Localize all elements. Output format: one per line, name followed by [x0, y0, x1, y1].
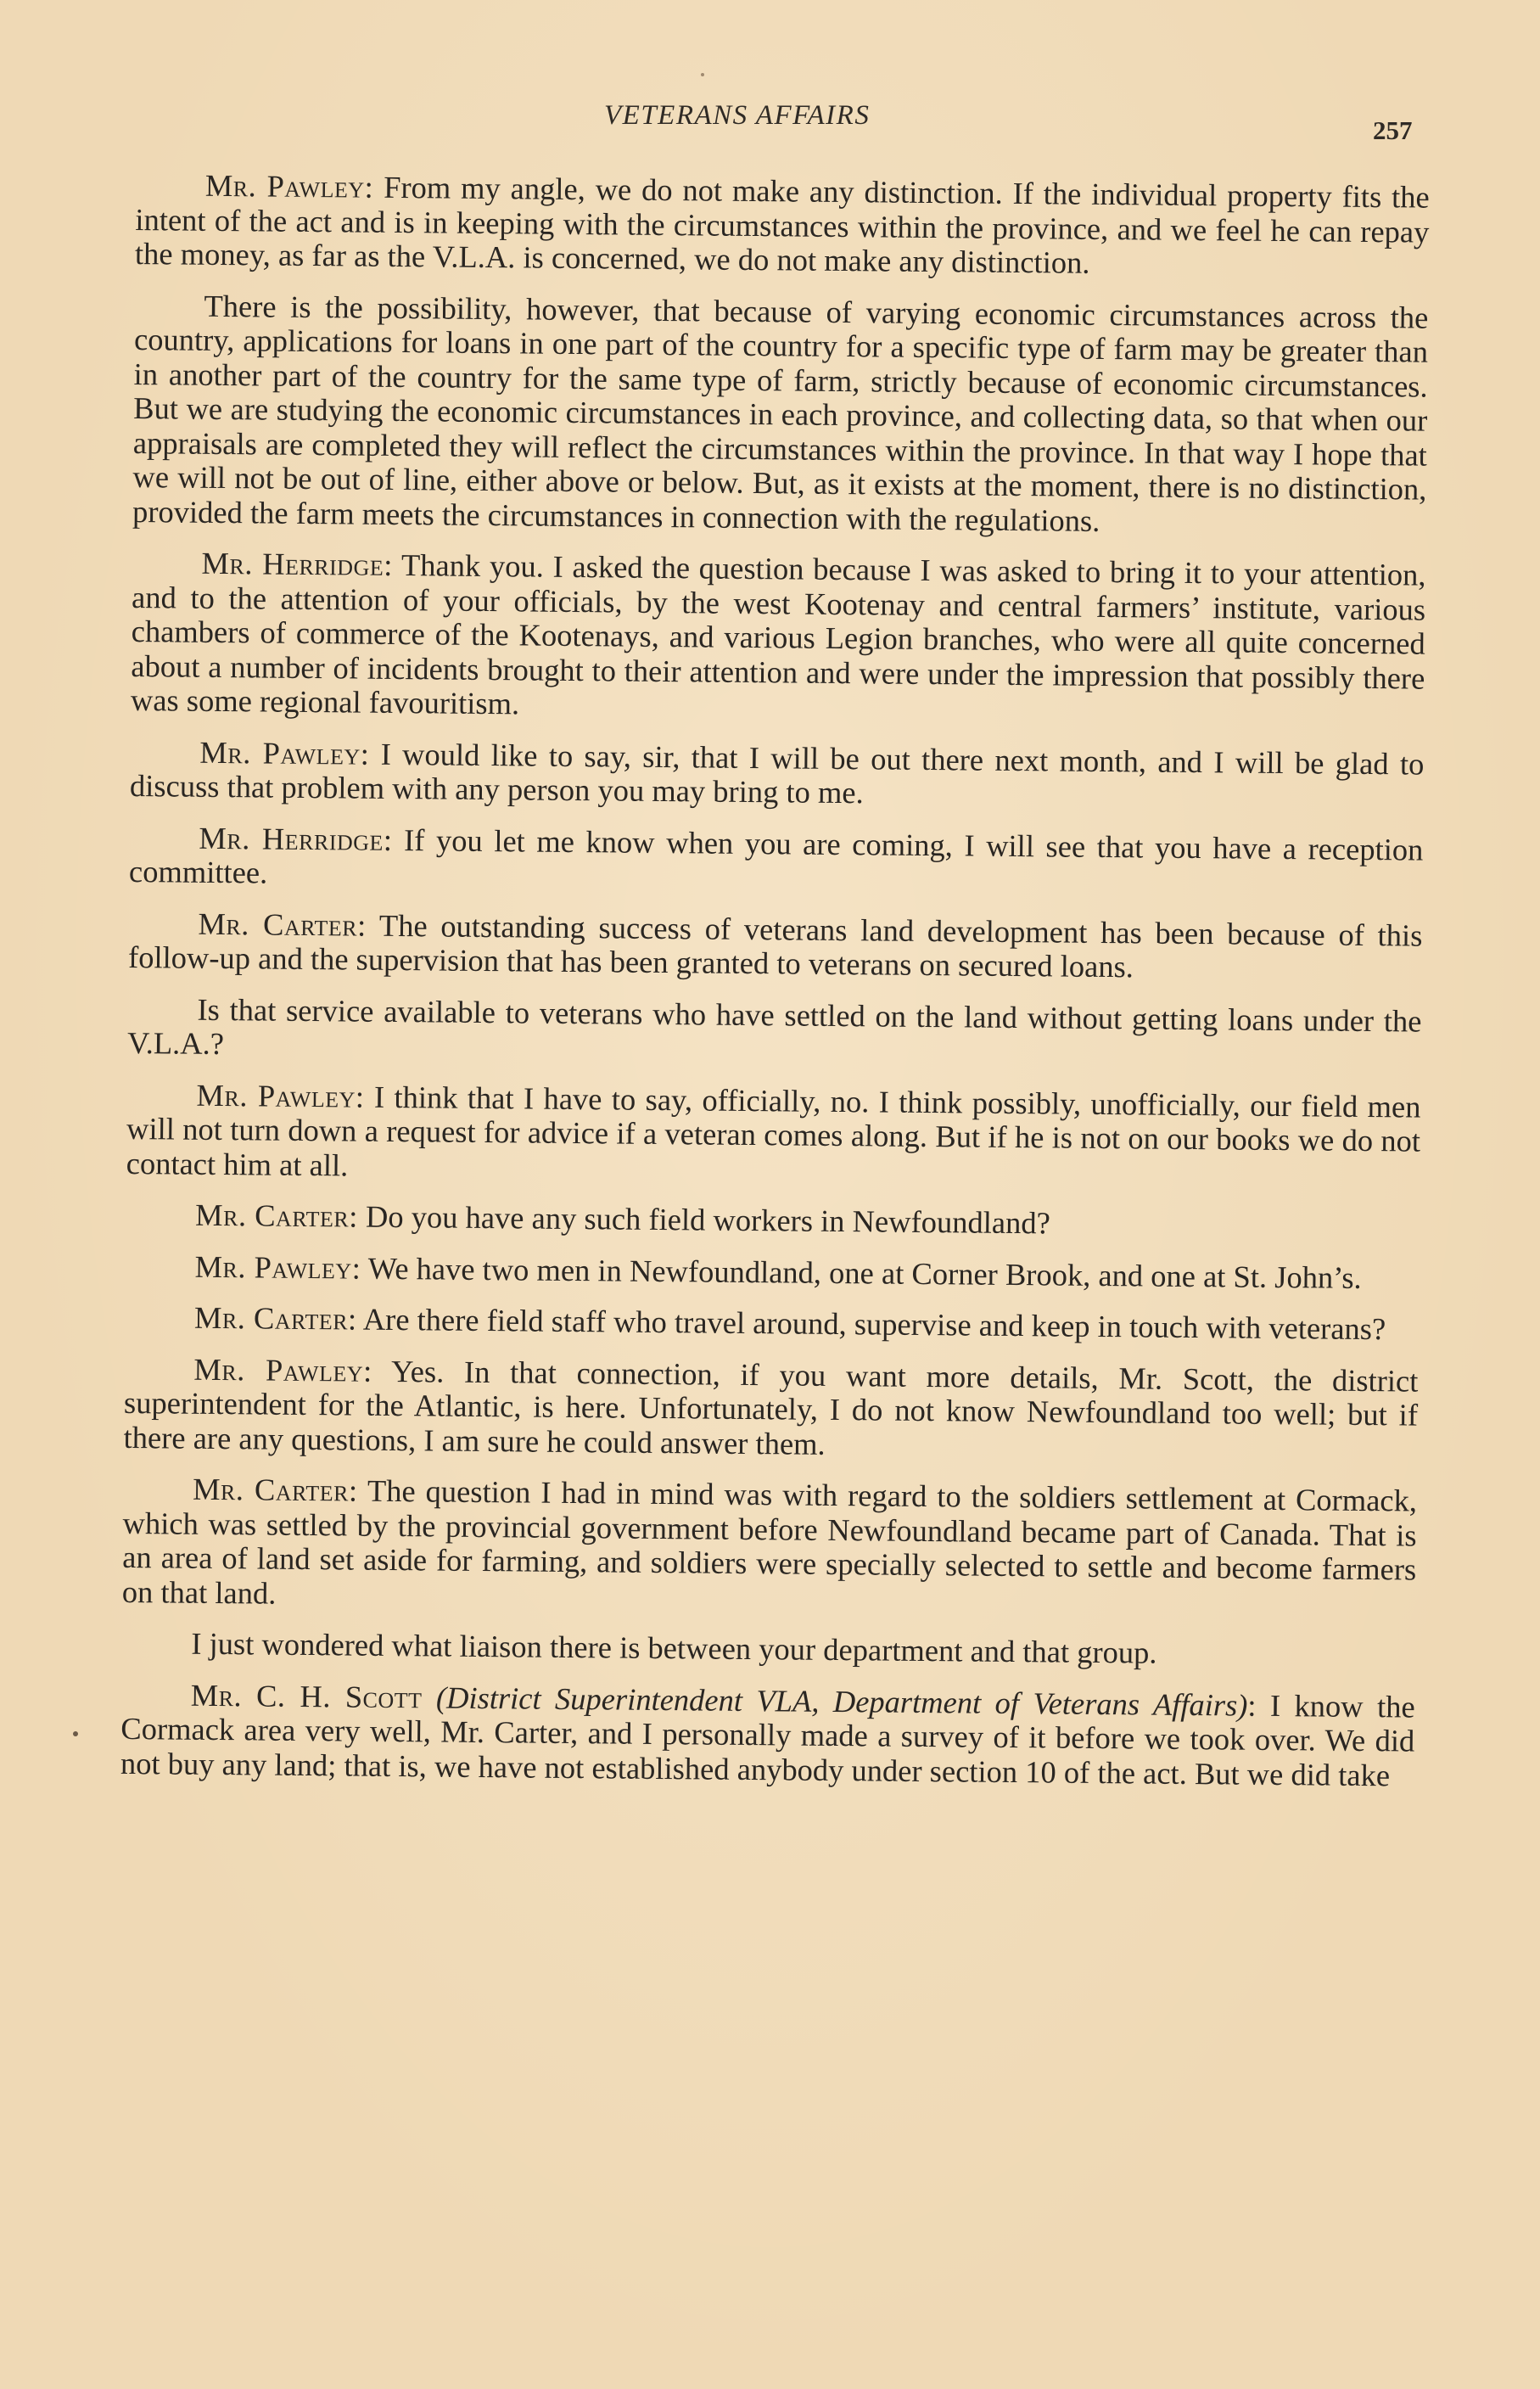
speaker-name: Mr. Herridge: [199, 820, 393, 857]
paragraph-herridge-2 [129, 820, 1424, 901]
paragraph-text: The outstanding success of veterans land development has been because of this follow-up and the supervision that has been granted to veterans on secured loans. [127, 907, 1423, 984]
paragraph-carter-continued-2 [121, 1626, 1415, 1673]
speaker-name: Mr. Carter: [194, 1197, 359, 1234]
speaker-name: Mr. Carter: [192, 1471, 358, 1508]
paragraph-text: From my angle, we do not make any distinction. If the individual property fits the intent of the act and is in keeping with the circumstances within the province, and we feel he can repay the money, as far as the V.L.A. is concerned, we do not make any distinction. [134, 169, 1430, 280]
speaker-name: Mr. C. H. Scott [190, 1677, 423, 1714]
paragraph-text: Yes. In that connection, if you want more details, Mr. Scott, the district superintendent for the Atlantic, is here. Unfortunately, I do not know Newfoundland too well; but if there are any questions, I am sure he could answer them. [123, 1353, 1419, 1461]
paragraph-text: If you let me know when you are coming, I will see that you have a reception committee. [128, 822, 1424, 890]
speaker-name: Mr. Pawley: [196, 1077, 365, 1114]
paragraph-scott-1 [120, 1677, 1415, 1792]
paragraph-pawley-continued [132, 288, 1429, 541]
speaker-name: Mr. Carter: [198, 906, 367, 943]
speaker-name: Mr. Pawley: [199, 734, 370, 771]
paragraph-text: Do you have any such field workers in Newfoundland? [357, 1198, 1050, 1241]
margin-dot [73, 1731, 78, 1736]
paragraph-carter-2 [126, 1197, 1420, 1244]
paragraph-carter-4 [122, 1472, 1417, 1622]
paragraph-text: I would like to say, sir, that I will be out there next month, and I will be glad to discuss that problem with any person you may bring to me. [129, 736, 1425, 810]
paragraph-text: We have two men in Newfoundland, one at Corner Brook, and one at St. John’s. [361, 1250, 1362, 1295]
paragraph-text: I think that I have to say, officially, no. I think possibly, unofficially, our field men will not turn down a request for advice if a veteran comes along. But if he is not on our books we do not contact him at all. [126, 1079, 1421, 1182]
speaker-name: Mr. Pawley: [194, 1248, 361, 1286]
paragraph-text: Are there field staff who travel around, supervise and keep in touch with veterans? [356, 1301, 1386, 1347]
speaker-name: Mr. Pawley: [204, 167, 374, 205]
paragraph-text: There is the possibility, however, that because of varying economic circumstances across the country, applications for loans in one part of the country for a specific type of farm may be greater than in another part of the country for the same type of farm, strictly because of economic circumstances. But we are studying the economic circumstances in each province, and collecting data, so that when our appraisals are completed they will reflect the circumstances within the province. In that way I hope that we will not be out of line, either above or below. But, as it exists at the moment, there is no distinction, provided the farm meets the circumstances in connection with the regulations. [132, 288, 1429, 538]
paragraph-pawley-1 [135, 168, 1430, 283]
paragraph-pawley-5 [123, 1351, 1418, 1466]
speaker-name: Mr. Carter: [193, 1299, 357, 1337]
paper-speck [701, 73, 704, 76]
paragraph-text: Is that service available to veterans who have settled on the land without getting loans under the V.L.A.? [126, 991, 1422, 1062]
paragraph-herridge-1 [131, 546, 1426, 730]
page-number: 257 [1373, 115, 1413, 145]
paragraph-pawley-4 [125, 1248, 1419, 1295]
paragraph-text: Thank you. I asked the question because I was asked to bring it to your attention, and to the attention of your officials, by the west Kootenay and central farmers’ institute, various chambers of commerce of the Kootenays, and various Legion branches, who were all quite concerned about a number of incidents brought to their attention and were under the impression that possibly there was some regional favouritism. [130, 547, 1426, 721]
speaker-name: Mr. Herridge: [201, 545, 394, 582]
paragraph-text: I just wondered what liaison there is between your department and that group. [191, 1625, 1157, 1670]
paragraph-pawley-2 [130, 734, 1425, 816]
transcript-body [120, 168, 1430, 1810]
paragraph-pawley-3 [126, 1077, 1421, 1192]
running-head: VETERANS AFFAIRS [604, 100, 871, 131]
paragraph-carter-3 [125, 1300, 1419, 1347]
page-header [0, 100, 1540, 143]
paragraph-carter-continued [127, 991, 1422, 1073]
paragraph-text: : I know the Cormack area very well, Mr. Carter, and I personally made a survey of it before we took over. We did not buy any land; that is, we have not established anybody under section 10 of the act. But we did take [120, 1687, 1415, 1792]
speaker-name: Mr. Pawley: [193, 1351, 372, 1388]
speaker-title: (District Superintendent VLA, Department of Veterans Affairs) [435, 1679, 1248, 1723]
paragraph-carter-1 [128, 906, 1423, 987]
paragraph-text: The question I had in mind was with regard to the soldiers settlement at Cormack, which was settled by the provincial government before Newfoundland became part of Canada. That is an area of land set aside for farming, and soldiers were specially selected to settle and become farmers on that land. [121, 1472, 1418, 1611]
